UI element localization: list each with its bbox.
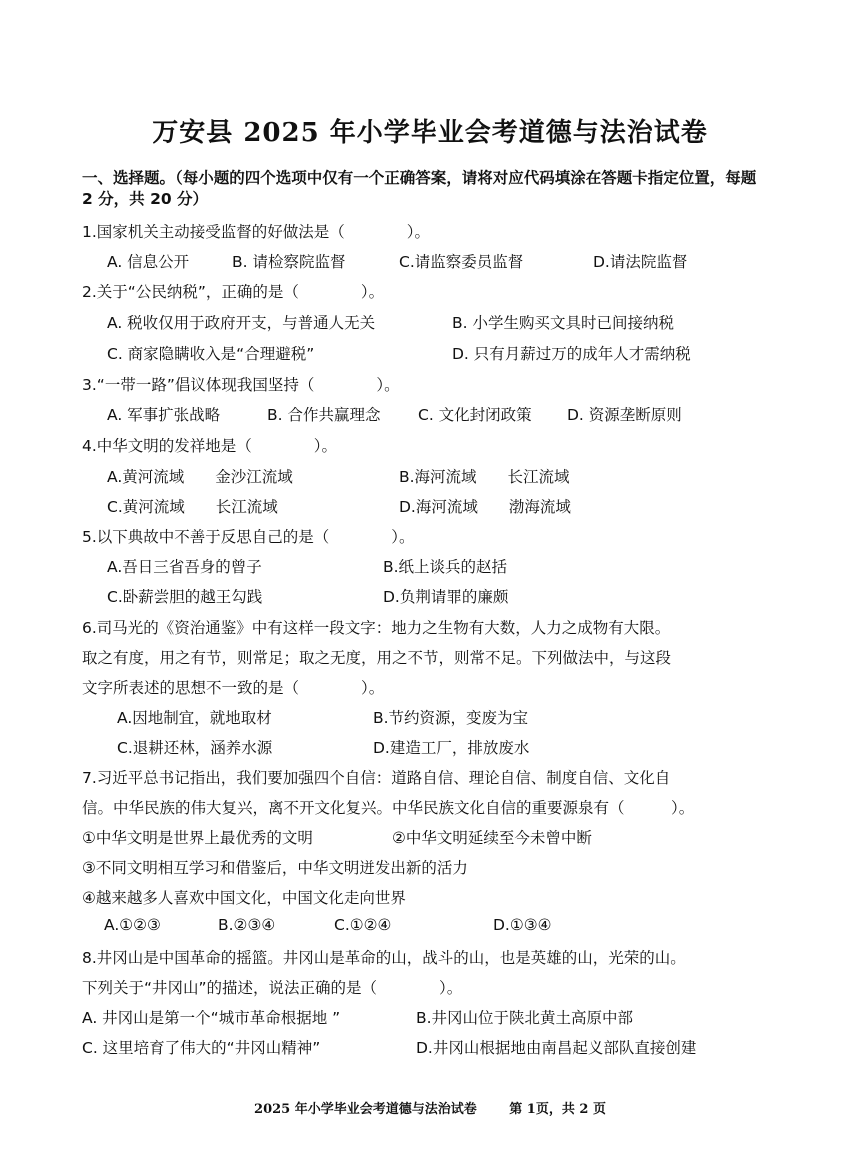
page-footer <box>0 1098 860 1117</box>
q7-option-c: C.①②④ <box>334 916 392 934</box>
q8-option-b: B.井冈山位于陕北黄土高原中部 <box>416 1009 634 1027</box>
q8-option-d: D.井冈山根据地由南昌起义部队直接创建 <box>416 1039 697 1057</box>
q6-option-d: D.建造工厂，排放废水 <box>373 739 530 757</box>
q1-option-b: B. 请检察院监督 <box>232 253 346 271</box>
q2-option-c: C. 商家隐瞒收入是“合理避税” <box>107 345 315 363</box>
q4-option-b: B.海河流域 长江流域 <box>399 468 570 486</box>
q1-option-d: D.请法院监督 <box>593 253 688 271</box>
q3-option-c: C. 文化封闭政策 <box>418 406 532 424</box>
q3-option-a: A. 军事扩张战略 <box>107 406 221 424</box>
q8-option-c: C. 这里培育了伟大的“井冈山精神” <box>82 1039 321 1057</box>
q5-option-a: A.吾日三省吾身的曾子 <box>107 558 262 576</box>
question-6-stem-line-3: 文字所表述的思想不一致的是（ ）。 <box>82 679 385 697</box>
q2-option-a: A. 税收仅用于政府开支，与普通人无关 <box>107 314 376 332</box>
question-7-stem-line-1: 7.习近平总书记指出，我们要加强四个自信：道路自信、理论自信、制度自信、文化自 <box>82 769 671 787</box>
q4-option-c: C.黄河流域 长江流域 <box>107 498 278 516</box>
q4-option-a: A.黄河流域 金沙江流域 <box>107 468 293 486</box>
footer-doc-title: 2025 年小学毕业会考道德与法治试卷 <box>254 1102 477 1117</box>
question-8-stem-line-1: 8.井冈山是中国革命的摇篮。井冈山是革命的山，战斗的山，也是英雄的山，光荣的山。 <box>82 949 686 967</box>
question-2-stem: 2.关于“公民纳税”，正确的是（ ）。 <box>82 283 385 301</box>
q7-option-d: D.①③④ <box>493 916 552 934</box>
q1-option-c: C.请监察委员监督 <box>399 253 524 271</box>
q6-option-b: B.节约资源，变废为宝 <box>373 709 529 727</box>
q7-option-b: B.②③④ <box>218 916 276 934</box>
q2-option-d: D. 只有月薪过万的成年人才需纳税 <box>452 345 691 363</box>
question-6-stem-line-1: 6.司马光的《资治通鉴》中有这样一段文字：地力之生物有大数，人力之成物有大限。 <box>82 619 671 637</box>
q5-option-c: C.卧薪尝胆的越王勾践 <box>107 588 263 606</box>
q7-statement-2: ②中华文明延续至今未曾中断 <box>392 829 592 847</box>
q7-option-a: A.①②③ <box>104 916 161 934</box>
question-3-stem: 3.“一带一路”倡议体现我国坚持（ ）。 <box>82 376 400 394</box>
q5-option-d: D.负荆请罪的廉颇 <box>383 588 509 606</box>
q8-option-a: A. 井冈山是第一个“城市革命根据地 ” <box>82 1009 341 1027</box>
q4-option-d: D.海河流域 渤海流域 <box>399 498 571 516</box>
question-4-stem: 4.中华文明的发祥地是（ ）。 <box>82 437 338 455</box>
question-1-stem: 1.国家机关主动接受监督的好做法是（ ）。 <box>82 223 431 241</box>
question-5-stem: 5.以下典故中不善于反思自己的是（ ）。 <box>82 528 415 546</box>
q7-statement-4: ④越来越多人喜欢中国文化，中国文化走向世界 <box>82 889 406 907</box>
q2-option-b: B. 小学生购买文具时已间接纳税 <box>452 314 674 332</box>
section-1-header: 一、选择题。（每小题的四个选项中仅有一个正确答案，请将对应代码填涂在答题卡指定位置，每题 2 分，共 20 分） <box>82 169 757 208</box>
q6-option-c: C.退耕还林，涵养水源 <box>117 739 273 757</box>
q7-statement-1: ①中华文明是世界上最优秀的文明 <box>82 829 313 847</box>
q6-option-a: A.因地制宜，就地取材 <box>117 709 272 727</box>
question-6-stem-line-2: 取之有度，用之有节，则常足；取之无度，用之不节，则常不足。下列做法中，与这段 <box>82 649 672 667</box>
exam-title: 万安县 2025 年小学毕业会考道德与法治试卷 <box>152 118 708 148</box>
q1-option-a: A. 信息公开 <box>107 253 190 271</box>
q3-option-d: D. 资源垄断原则 <box>567 406 682 424</box>
question-7-stem-line-2: 信。中华民族的伟大复兴，离不开文化复兴。中华民族文化自信的重要源泉有（ ）。 <box>82 799 695 817</box>
footer-page-info: 第 1页，共 2 页 <box>509 1102 606 1117</box>
question-8-stem-line-2: 下列关于“井冈山”的描述，说法正确的是（ ）。 <box>82 979 463 997</box>
q3-option-b: B. 合作共赢理念 <box>267 406 381 424</box>
q7-statement-3: ③不同文明相互学习和借鉴后，中华文明迸发出新的活力 <box>82 859 468 877</box>
q5-option-b: B.纸上谈兵的赵括 <box>383 558 508 576</box>
